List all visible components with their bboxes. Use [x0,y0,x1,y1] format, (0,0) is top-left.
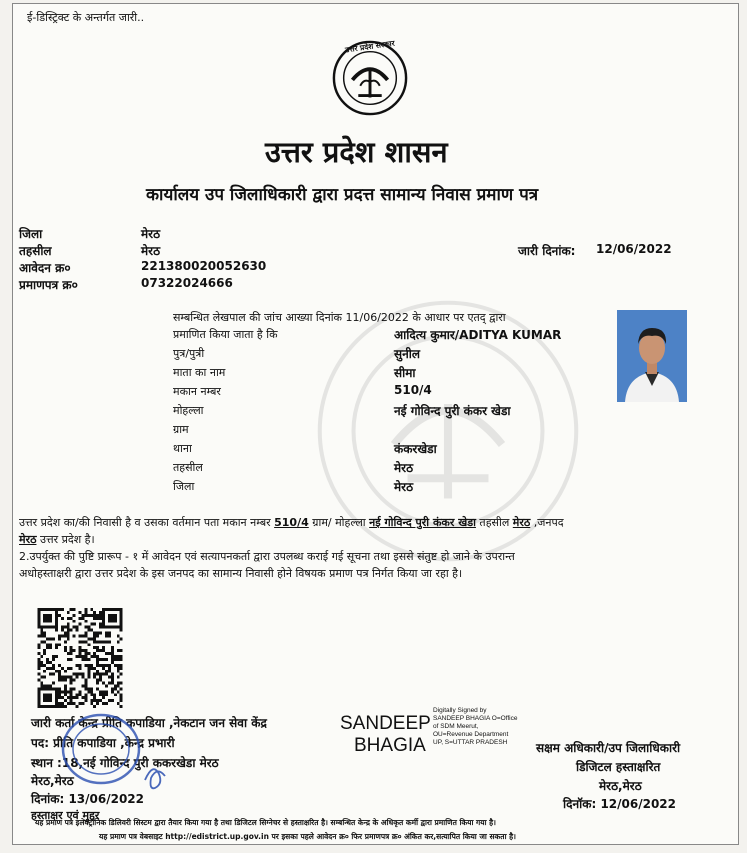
para1-district: मेरठ [19,533,37,546]
parent-value: सुनील [394,347,421,361]
qr-code [37,608,123,708]
house-label: मकान नम्बर [173,385,221,398]
applicant-photo [617,310,687,402]
para1-text-b: ग्राम/ मोहल्ला [308,516,370,529]
details-district-value: मेरठ [394,480,414,494]
para1-tehsil: मेरठ [512,516,531,529]
issuer-line-5: दिनांक: 13/06/2022 [31,792,145,806]
residence-paragraph-line-1 [19,515,564,530]
house-value: 510/4 [394,383,432,397]
parent-label: पुत्र/पुत्री [173,347,205,360]
tehsil-label: तहसील [19,244,52,258]
issuer-line-3: स्थान :18,नई गोविन्द पुरी ककरखेडा मेरठ [31,756,219,770]
authority-line-1: सक्षम अधिकारी/उप जिलाधिकारी [536,741,681,755]
issuer-line-4: मेरठ,मेरठ [31,774,74,788]
authority-line-3: मेरठ,मेरठ [599,779,642,793]
para1-house: 510/4 [274,516,309,529]
official-stamp [41,704,169,796]
page-subtitle: कार्यालय उप जिलाधिकारी द्वारा प्रदत्त सामान्य निवास प्रमाण पत्र [146,185,539,205]
digital-signer-name-1: SANDEEP [340,713,431,734]
emblem-text: उत्तर प्रदेश सरकार [344,38,396,55]
residence-paragraph-line-2 [19,532,95,547]
issue-date-label: जारी दिनांक: [518,244,576,258]
locality-label: मोहल्ला [173,404,204,417]
person-photo-icon [617,310,687,402]
digital-signature-details [433,707,517,747]
details-tehsil-label: तहसील [173,461,203,474]
certificate-no-label: प्रमाणपत्र क्र० [19,278,78,292]
para1-text-a: उत्तर प्रदेश का/की निवासी है व उसका वर्तमान पता मकान नम्बर [19,516,275,529]
issuer-line-6: हस्ताक्षर एवं मुहर [31,809,100,822]
intro-line-2: प्रमाणित किया जाता है कि [173,328,278,341]
issue-date-value: 12/06/2022 [596,242,672,256]
village-label: ग्राम [173,423,189,436]
footer-line-1: यह प्रमाण पत्र इलेक्ट्रॉनिक डिलिवरी सिस्टम द्वारा तैयार किया गया है तथा डिजिटल सिग्नेचर से हस्ताक्षरित है। सम्बन्धित केन्द्र के अधिकृत कर्मी द्वारा प्रमाणित किया गया है। [35,818,497,827]
digital-sig-line-5: UP, S=UTTAR PRADESH [433,739,508,746]
application-no-label: आवेदन क्र० [19,261,71,275]
footer-line-2: यह प्रमाण पत्र वेबसाइट http://edistrict.up.gov.in पर इसका पहले आवेदन क्र० फिर प्रमाणपत्र क्र० अंकित कर,सत्यापित किया जा सकता है। [99,832,516,841]
district-label: जिला [19,227,43,241]
digital-sig-line-2: SANDEEP BHAGIA O=Office [433,715,518,722]
header-note: ई-डिस्ट्रिक्ट के अन्तर्गत जारी.. [27,11,145,24]
authority-line-4: दिनॉक: 12/06/2022 [563,797,677,811]
para1-text-c: तहसील [475,516,513,529]
district-value: मेरठ [141,227,161,241]
para1-text-e: उत्तर प्रदेश है। [36,533,95,546]
digital-signer-name-2: BHAGIA [354,735,426,756]
para1-text-d: ,जनपद [530,516,564,529]
digital-sig-line-1: Digitally Signed by [433,707,487,714]
tehsil-value: मेरठ [141,244,161,258]
confirmation-line-1: 2.उपर्युक्त की पुष्टि प्रारूप - १ में आवेदन एवं सत्यापनकर्ता द्वारा उपलब्ध कराई गई सूचना तथा इससे संतुष्ट हो जाने के उपरान्त [19,550,515,563]
confirmation-line-2: अधोहस्ताक्षरी द्वारा उत्तर प्रदेश के इस जनपद का सामान्य निवासी होने विषयक प्रमाण पत्र निर्गत किया जा रहा है। [19,567,463,580]
locality-value: नई गोविन्द पुरी कंकर खेडा [394,404,511,418]
digital-sig-line-3: of SDM Meerut, [433,723,479,730]
issuer-line-2: पद: प्रीति कपाडिया ,केन्द्र प्रभारी [31,736,175,750]
police-station-value: कंकरखेडा [394,442,437,456]
details-district-label: जिला [173,480,195,493]
authority-line-2: डिजिटल हस्ताक्षरित [576,760,661,774]
mother-value: सीमा [394,366,416,380]
police-station-label: थाना [173,442,192,455]
para1-locality: नई गोविन्द पुरी कंकर खेडा [369,516,476,529]
issuer-line-1: जारी कर्ता केन्द्र प्रीति कपाडिया ,नेकटान जन सेवा केंद्र [31,716,267,730]
intro-line-1: सम्बन्धित लेखपाल की जांच आख्या दिनांक 11/06/2022 के आधार पर एतद् द्वारा [173,311,506,324]
mother-label: माता का नाम [173,366,226,379]
certificate-no-value: 07322024666 [141,276,233,290]
details-tehsil-value: मेरठ [394,461,414,475]
application-no-value: 221380020052630 [141,259,267,273]
digital-sig-line-4: OU=Revenue Department [433,731,509,738]
applicant-name: आदित्य कुमार/ADITYA KUMAR [394,328,562,342]
page-title: उत्तर प्रदेश शासन [265,135,448,169]
certificate-page [12,3,739,845]
